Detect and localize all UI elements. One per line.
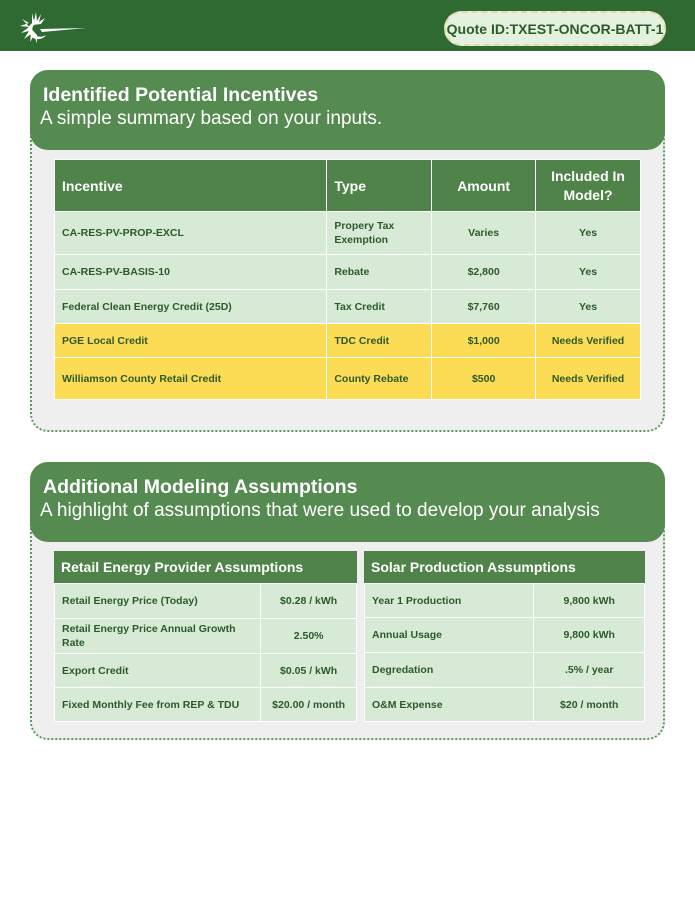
table-row: [365, 653, 645, 688]
incentive-name: Williamson County Retail Credit: [55, 358, 327, 400]
incentive-name: CA-RES-PV-PROP-EXCL: [55, 212, 327, 255]
table-row: [365, 618, 645, 653]
assumption-value: 9,800 kWh: [534, 584, 645, 618]
assumption-value: $0.05 / kWh: [261, 654, 357, 688]
table-row: [55, 619, 357, 654]
assumption-label: Retail Energy Price (Today): [55, 584, 261, 619]
table-row: [55, 255, 641, 290]
incentive-type: County Rebate: [327, 358, 432, 400]
assumptions-subtitle: A highlight of assumptions that were used to develop your analysis: [40, 500, 600, 521]
table-row: [55, 290, 641, 324]
incentive-name: Federal Clean Energy Credit (25D): [55, 290, 327, 324]
sunburst-logo-icon: [18, 9, 88, 49]
assumption-label: Year 1 Production: [365, 584, 534, 618]
incentives-table: [54, 159, 641, 400]
table-row: [55, 688, 357, 722]
incentive-included: Yes: [536, 255, 641, 290]
table-row-highlighted: [55, 358, 641, 400]
table-row-highlighted: [55, 324, 641, 358]
table-row: [365, 688, 645, 722]
quote-id-badge: Quote ID:TXEST-ONCOR-BATT-1: [444, 11, 666, 46]
incentive-amount: $500: [432, 358, 536, 400]
incentive-name: PGE Local Credit: [55, 324, 327, 358]
incentive-included: Needs Verified: [536, 324, 641, 358]
col-amount: Amount: [432, 160, 536, 212]
assumption-label: O&M Expense: [365, 688, 534, 722]
table-row: [55, 654, 357, 688]
assumption-label: Annual Usage: [365, 618, 534, 653]
table-row: [55, 584, 357, 619]
incentives-title: Identified Potential Incentives: [43, 84, 319, 106]
solar-assumptions-title: Solar Production Assumptions: [364, 551, 645, 583]
incentives-section-header: [30, 70, 665, 150]
assumption-value: $20 / month: [534, 688, 645, 722]
rep-assumptions-title: Retail Energy Provider Assumptions: [54, 551, 357, 583]
assumptions-title: Additional Modeling Assumptions: [43, 476, 358, 498]
incentives-section: [30, 70, 665, 432]
assumption-value: 2.50%: [261, 619, 357, 654]
incentive-type: TDC Credit: [327, 324, 432, 358]
incentives-subtitle: A simple summary based on your inputs.: [40, 108, 383, 129]
incentive-name: CA-RES-PV-BASIS-10: [55, 255, 327, 290]
assumptions-section-header: [30, 462, 665, 542]
table-header-row: [55, 160, 641, 212]
incentive-type: Rebate: [327, 255, 432, 290]
rep-assumptions-table: [54, 583, 357, 722]
table-row: [55, 212, 641, 255]
assumption-label: Degredation: [365, 653, 534, 688]
assumption-value: 9,800 kWh: [534, 618, 645, 653]
incentive-amount: $1,000: [432, 324, 536, 358]
assumptions-section: [30, 462, 665, 740]
incentive-type: Propery Tax Exemption: [327, 212, 432, 255]
incentive-amount: $7,760: [432, 290, 536, 324]
incentive-amount: Varies: [432, 212, 536, 255]
assumption-value: $0.28 / kWh: [261, 584, 357, 619]
assumption-value: $20.00 / month: [261, 688, 357, 722]
assumption-label: Retail Energy Price Annual Growth Rate: [55, 619, 261, 654]
incentive-included: Yes: [536, 290, 641, 324]
assumption-value: .5% / year: [534, 653, 645, 688]
incentive-amount: $2,800: [432, 255, 536, 290]
assumption-label: Fixed Monthly Fee from REP & TDU: [55, 688, 261, 722]
col-type: Type: [327, 160, 432, 212]
incentive-type: Tax Credit: [327, 290, 432, 324]
assumption-label: Export Credit: [55, 654, 261, 688]
table-row: [365, 584, 645, 618]
col-incentive: Incentive: [55, 160, 327, 212]
incentive-included: Needs Verified: [536, 358, 641, 400]
solar-assumptions-table: [364, 583, 645, 722]
col-included: Included In Model?: [536, 160, 641, 212]
top-bar: [0, 0, 695, 51]
incentive-included: Yes: [536, 212, 641, 255]
